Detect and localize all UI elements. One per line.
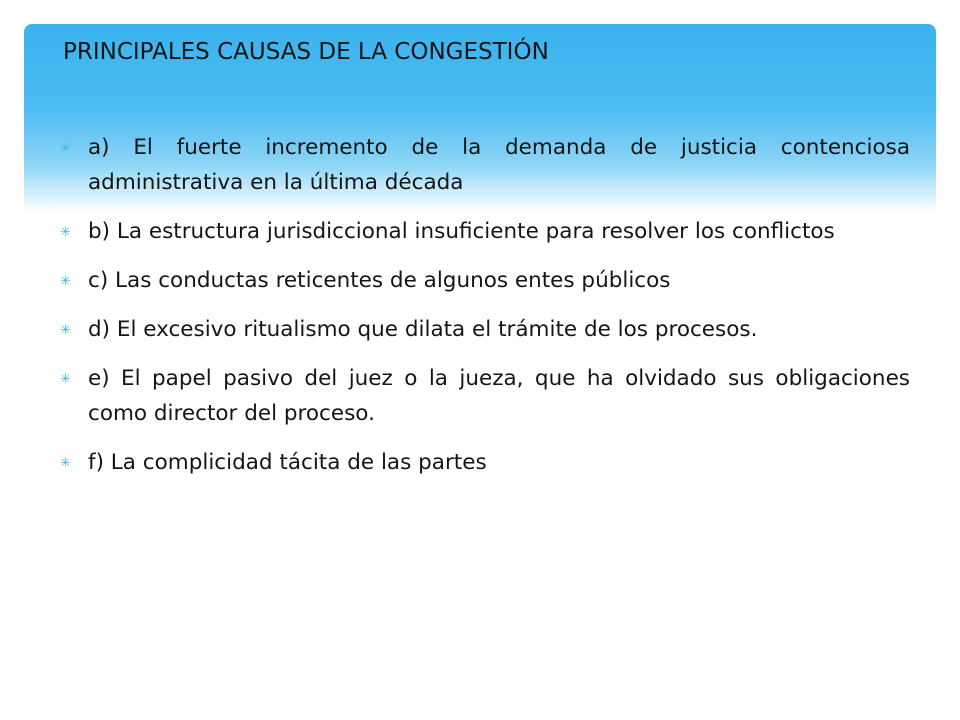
asterisk-bullet-icon: ✳: [60, 456, 71, 471]
asterisk-bullet-icon: ✳: [60, 141, 71, 156]
slide-title: PRINCIPALES CAUSAS DE LA CONGESTIÓN: [63, 39, 549, 65]
bullet-text: e) El papel pasivo del juez o la jueza, que ha olvidado sus obligaciones como director del proceso.: [88, 366, 910, 426]
asterisk-bullet-icon: ✳: [60, 274, 71, 289]
bullet-item: [60, 312, 910, 347]
asterisk-bullet-icon: ✳: [60, 323, 71, 338]
bullet-text: f) La complicidad tácita de las partes: [88, 450, 487, 475]
bullet-text: d) El excesivo ritualismo que dilata el trámite de los procesos.: [88, 317, 758, 342]
bullet-item: [60, 214, 910, 249]
bullet-item: [60, 445, 910, 480]
asterisk-bullet-icon: ✳: [60, 372, 71, 387]
bullet-item: [60, 130, 910, 200]
bullet-text: a) El fuerte incremento de la demanda de justicia contenciosa administrativa en la última década: [88, 135, 910, 195]
bullet-item: [60, 361, 910, 431]
bullet-text: b) La estructura jurisdiccional insuficiente para resolver los conflictos: [88, 219, 835, 244]
bullet-list: [60, 130, 910, 494]
bullet-text: c) Las conductas reticentes de algunos entes públicos: [88, 268, 671, 293]
asterisk-bullet-icon: ✳: [60, 225, 71, 240]
bullet-item: [60, 263, 910, 298]
